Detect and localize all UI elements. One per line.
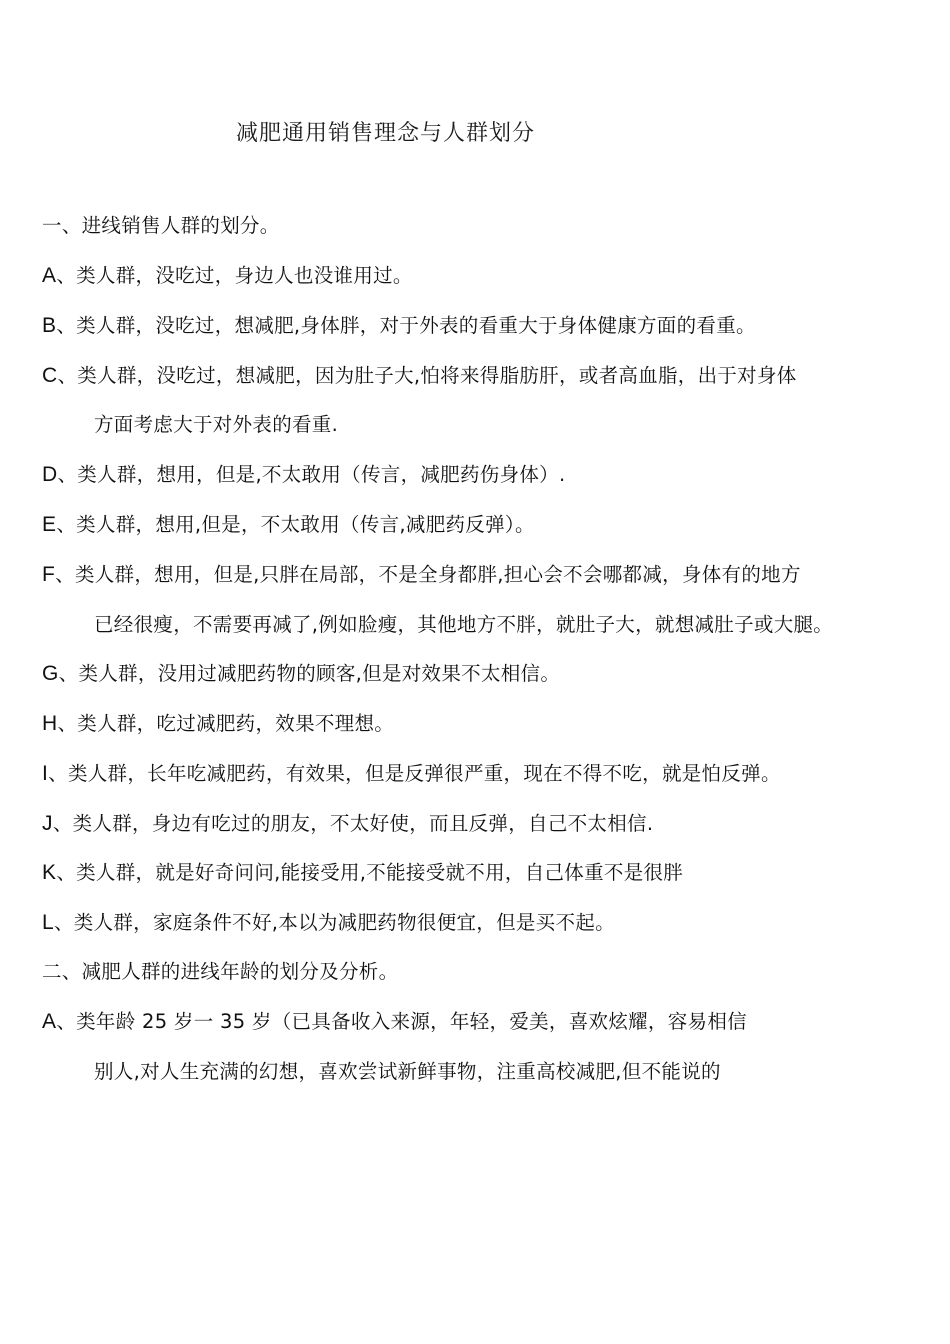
item-text: 、类人群，没吃过，想减肥，因为肚子大,怕将来得脂肪肝，或者高血脂，出于对身体 <box>57 364 797 387</box>
section-heading: 二、减肥人群的进线年龄的划分及分析。 <box>42 960 399 983</box>
list-item <box>42 760 938 788</box>
list-item <box>42 1008 938 1036</box>
item-text: 、类人群，就是好奇问问,能接受用,不能接受就不用，自己体重不是很胖 <box>56 861 684 884</box>
list-item <box>42 561 938 589</box>
item-text: 、类人群，吃过减肥药，效果不理想。 <box>57 712 395 735</box>
item-letter: D <box>42 463 58 486</box>
item-letter: C <box>42 364 58 387</box>
item-text: 、类人群，想用，但是,不太敢用（传言，减肥药伤身体）. <box>57 463 566 486</box>
item-letter: H <box>42 712 58 735</box>
section-heading: 一、进线销售人群的划分。 <box>42 214 280 237</box>
item-letter: L <box>42 911 54 934</box>
item-letter: J <box>42 812 53 835</box>
item-text: 、类人群，没吃过，身边人也没谁用过。 <box>56 264 413 287</box>
list-item <box>42 362 938 390</box>
list-item <box>42 262 938 290</box>
item-text: 、类人群，没吃过，想减肥,身体胖，对于外表的看重大于身体健康方面的看重。 <box>56 314 756 337</box>
item-letter: A <box>42 1010 57 1033</box>
list-item <box>42 859 938 887</box>
list-item <box>42 660 938 688</box>
list-item <box>42 511 938 539</box>
item-letter: E <box>42 513 57 536</box>
document-title: 减肥通用销售理念与人群划分 <box>236 121 536 146</box>
list-item <box>42 909 938 937</box>
list-item-continuation: 别人,对人生充满的幻想，喜欢尝试新鲜事物，注重高校减肥,但不能说的 <box>94 1060 721 1083</box>
list-item <box>42 461 938 489</box>
list-item-continuation: 方面考虑大于对外表的看重. <box>94 413 339 436</box>
item-letter: A <box>42 264 57 287</box>
item-letter: B <box>42 314 57 337</box>
item-text: 、类人群，家庭条件不好,本以为减肥药物很便宜，但是买不起。 <box>53 911 615 934</box>
item-text: 、类人群，想用，但是,只胖在局部，不是全身都胖,担心会不会哪都减，身体有的地方 <box>55 563 801 586</box>
list-item-continuation: 已经很瘦，不需要再减了,例如脸瘦，其他地方不胖，就肚子大，就想减肚子或大腿。 <box>94 613 834 636</box>
item-text: 、类年龄 25 岁一 35 岁（已具备收入来源，年轻，爱美，喜欢炫耀，容易相信 <box>56 1010 747 1033</box>
item-letter: G <box>42 662 59 685</box>
list-item <box>42 810 938 838</box>
item-letter: F <box>42 563 56 586</box>
list-item <box>42 312 938 340</box>
item-text: 、类人群，没用过减肥药物的顾客,但是对效果不太相信。 <box>58 662 561 685</box>
item-letter: K <box>42 861 57 884</box>
list-item <box>42 710 938 738</box>
item-text: 、类人群，身边有吃过的朋友，不太好使，而且反弹，自己不太相信. <box>52 812 654 835</box>
item-text: 、类人群，长年吃减肥药，有效果，但是反弹很严重，现在不得不吃，就是怕反弹。 <box>48 762 781 785</box>
item-letter: I <box>42 762 49 785</box>
item-text: 、类人群，想用,但是，不太敢用（传言,减肥药反弹）。 <box>56 513 535 536</box>
